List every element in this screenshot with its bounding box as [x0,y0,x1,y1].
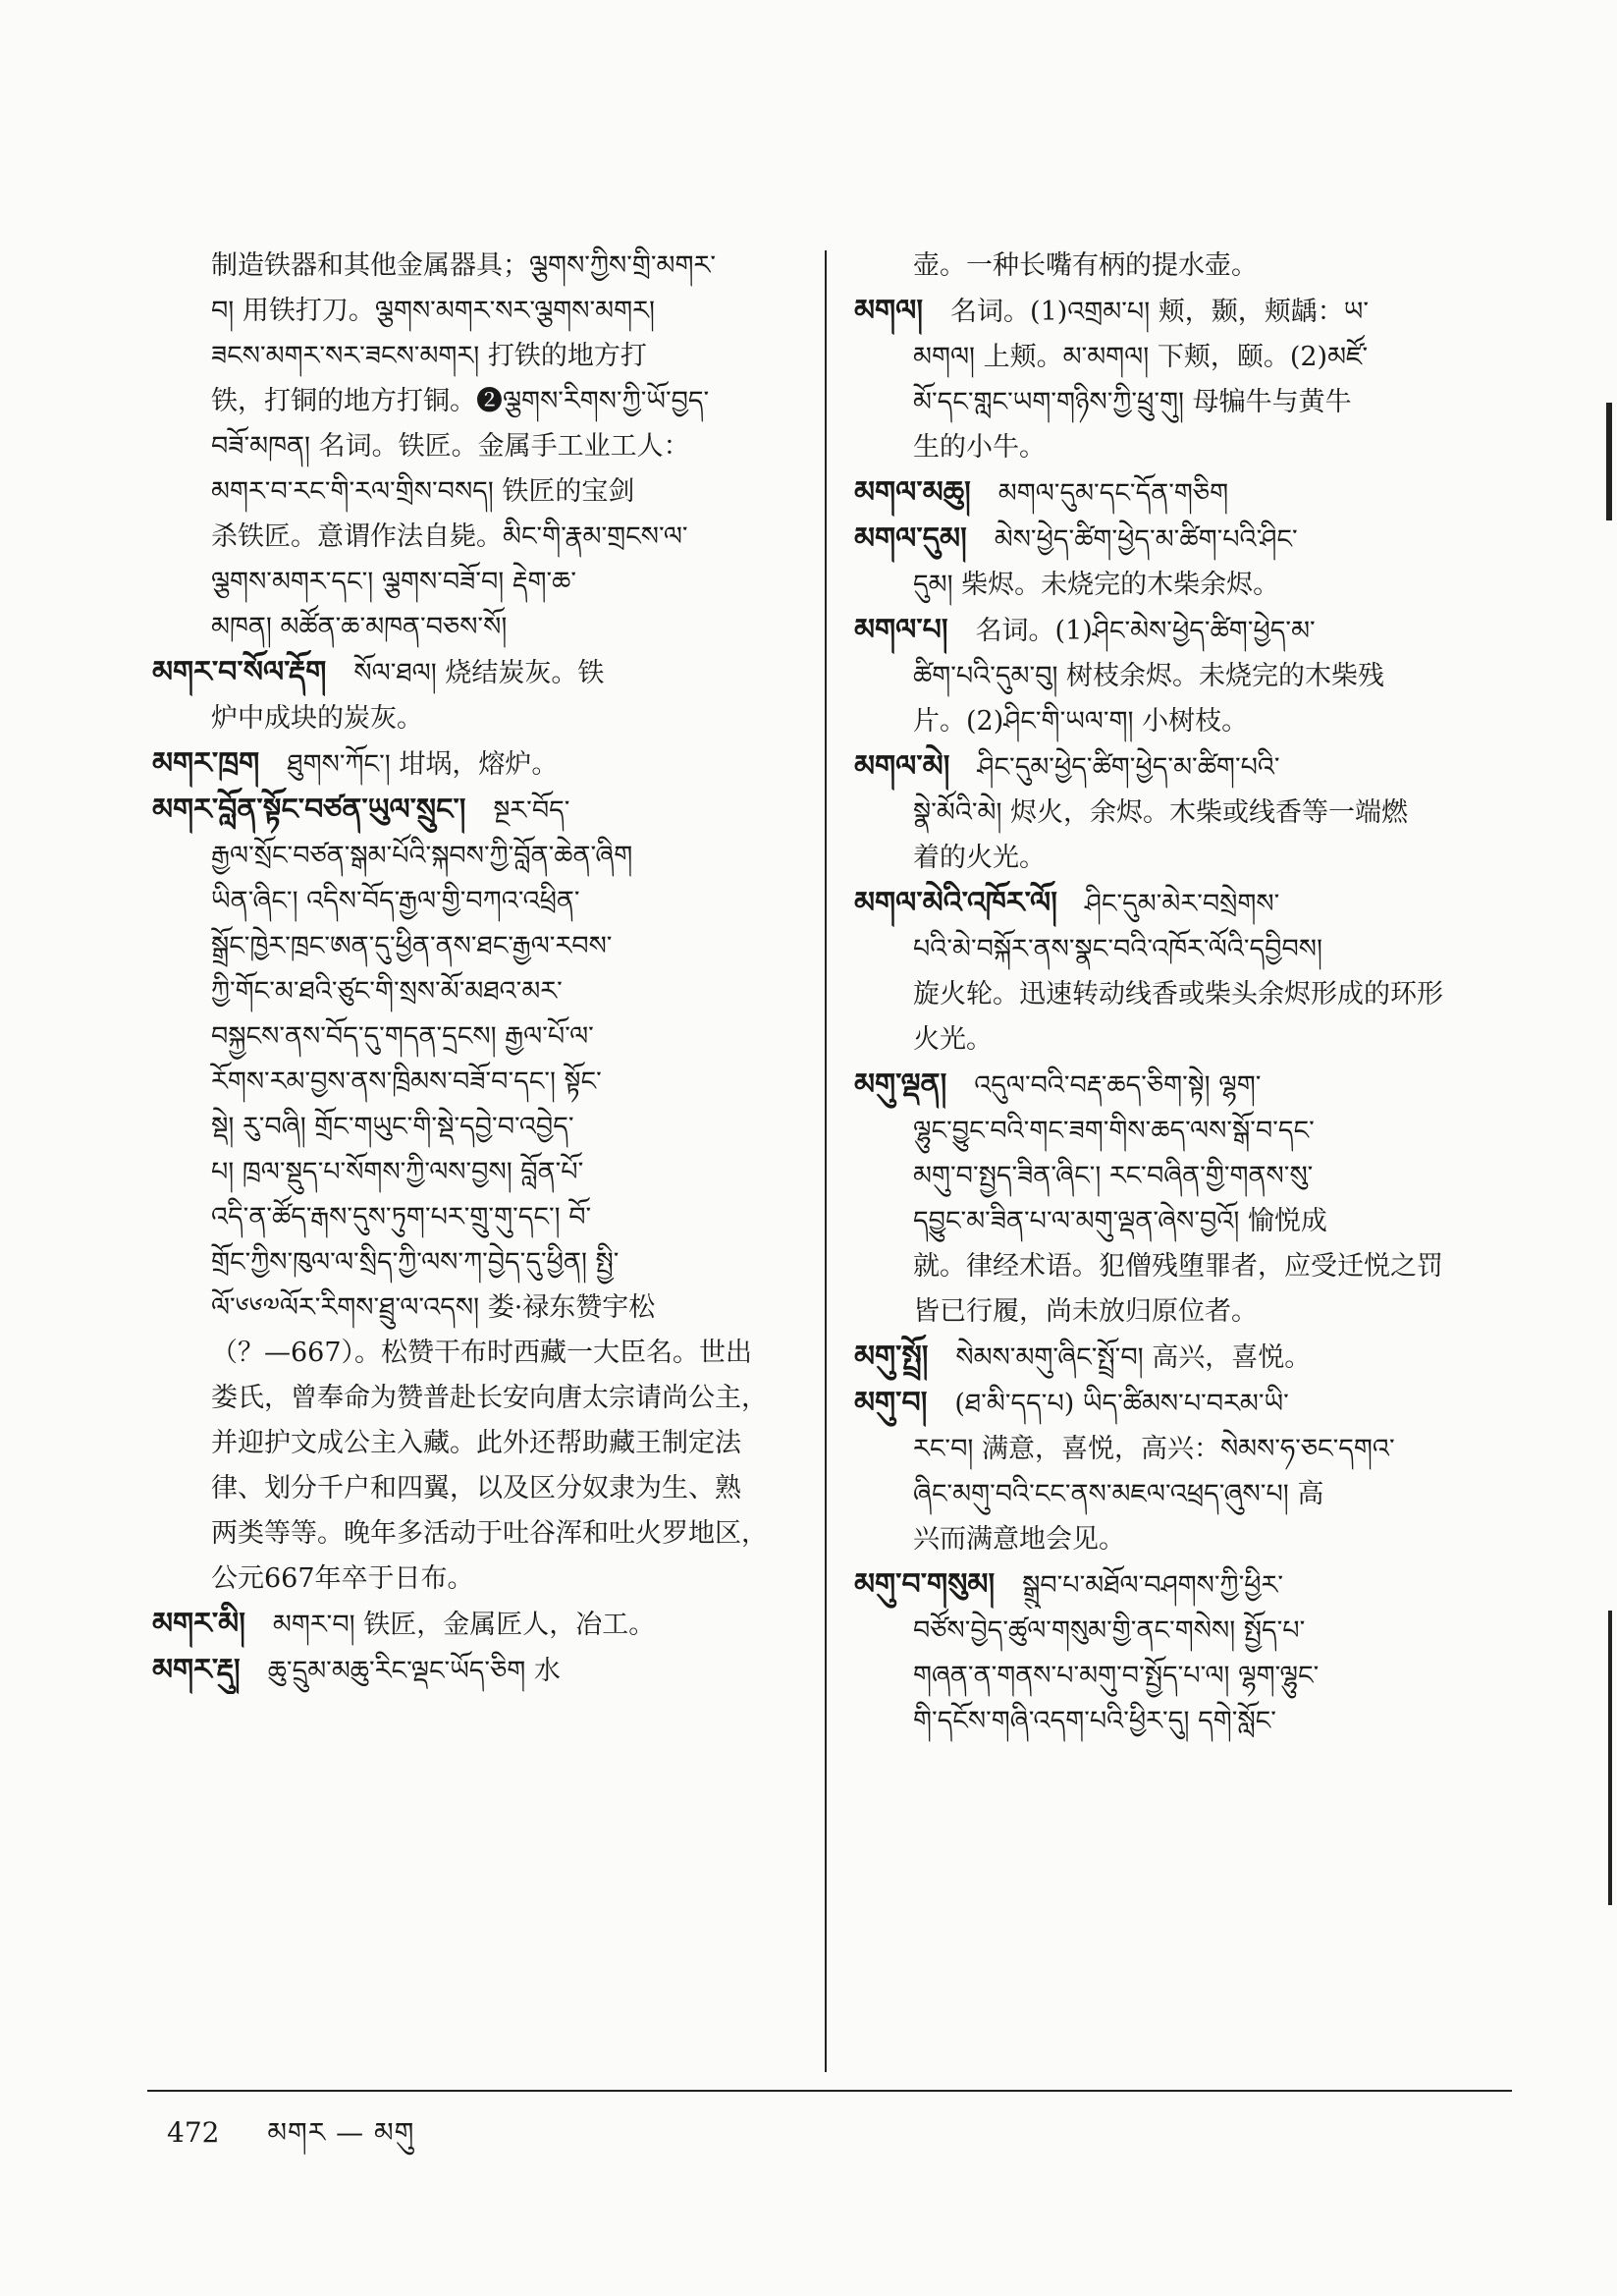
line-text: 律、划分千户和四翼，以及区分奴隶为生、熟 [211,1473,741,1503]
headword: མགལ་མཆུ། [854,475,971,510]
text-line [152,560,805,605]
line-text: 兴而满意地会见。 [913,1524,1125,1555]
text-line [854,1199,1482,1244]
line-text: 并迎护文成公主入藏。此外还帮助藏王制定法 [211,1428,741,1458]
line-text: 杀铁匠。意谓作法自毙。མིང་གི་རྣམ་གྲངས་ལ་ [211,521,688,552]
line-text: ཀྱི་གོང་མ་ཐའི་ཙུང་གི་སྲས་མོ་མཐའ་མར་ [211,976,563,1007]
line-text: 公元667年卒于日布。 [211,1563,474,1594]
line-text: 片。(2)ཤིང་གི་ཡལ་ག། 小树枝。 [913,706,1249,737]
right-column [854,244,1482,1744]
text-line [152,650,805,696]
line-text: 名词。(1)འགྲམ་པ། 颊，颞，颊龋：ཡ་ [950,297,1370,327]
text-line [152,1648,805,1694]
left-column [152,244,805,1694]
line-text: 皆已行履，尚未放归原位者。 [913,1296,1258,1327]
text-line [152,1557,805,1602]
text-line [152,1511,805,1557]
line-text: 壶。一种长嘴有柄的提水壶。 [913,250,1258,281]
line-text: པ། ཁྲལ་སྡུད་པ་སོགས་ཀྱི་ལས་བྱས། བློན་པོ་ [211,1157,584,1187]
text-line [152,1421,805,1466]
text-line [152,1602,805,1648]
text-line [854,1381,1482,1427]
line-text: ཤིང་དུམ་ཕྱེད་ཚིག་ཕྱེད་མ་ཚིག་པའི་ [977,752,1280,783]
text-line [854,1654,1482,1699]
line-text: མགལ། 上颊。མ་མགལ། 下颊，颐。(2)མཛོ་ [913,342,1369,372]
text-line [152,1060,805,1105]
line-text: བསྐྱངས་ནས་བོད་དུ་གདན་དྲངས། རྒྱལ་པོ་ལ་ [211,1021,594,1052]
text-line [152,1285,805,1331]
line-text: 火光。 [913,1024,993,1055]
line-text: འདི་ན་ཚོད་རྒས་དུས་ཏུག་པར་གྲུ་གུ་དང་། བོ་ [211,1202,592,1232]
text-line [854,1517,1482,1562]
text-line [152,1240,805,1285]
text-line [854,744,1482,791]
line-text: གི་དངོས་གཞི་འདག་པའི་ཕྱིར་དུ། དགེ་སློང་ [913,1706,1276,1736]
text-line [152,605,805,650]
text-line [152,1150,805,1195]
headword: མགར་མི། [152,1607,245,1641]
headword: མགར་བ་སོལ་རྡོག [152,655,327,689]
line-text: སོལ་ཐལ། 烧结炭灰。铁 [353,658,605,688]
text-line [854,1427,1482,1472]
text-line [854,563,1482,608]
text-line [152,244,805,289]
text-line [854,1244,1482,1289]
line-text: བཟོ་མཁན། 名词。铁匠。金属手工业工人： [211,431,690,462]
line-text: འདུལ་བའི་བརྡ་ཆད་ཅིག་སྟེ། ལྷག་ [974,1070,1262,1101]
text-line [152,334,805,379]
text-line [152,1105,805,1150]
text-line [152,834,805,879]
line-text: རྒྱལ་སྲོང་བཙན་སྒམ་པོའི་སྐབས་ཀྱི་བློན་ཆེན་ཞིག [211,841,633,871]
text-line [854,289,1482,335]
text-line [854,1699,1482,1744]
line-text: ཆུ་དྲུམ་མཆུ་རིང་ལྡང་ཡོད་ཅིག 水 [267,1656,561,1686]
line-text: ཡིན་ཞིང་། འདིས་བོད་རྒྱལ་གྱི་བཀའ་འཕྲིན་ [211,886,580,916]
text-line [854,1472,1482,1517]
text-line [854,1562,1482,1609]
line-text: མགར་བ་རང་གི་རལ་གྲིས་བསད། 铁匠的宝剑 [211,476,635,507]
text-line [854,335,1482,380]
text-line [152,788,805,834]
text-line [854,1335,1482,1381]
headword: མགུ་བ་གསུམ། [854,1567,996,1602]
line-text: སྡེ། རུ་བཞི། གྲོང་གཡུང་གི་སྡེ་དབྱེ་བ་འབྱེད་ [211,1112,574,1142]
line-text: ཚིག་པའི་དུམ་བུ། 树枝余烬。未烧完的木柴残 [913,661,1385,691]
line-text: ཤིང་དུམ་མེར་བསྲེགས་ [1084,889,1280,919]
text-line [152,741,805,788]
headword: མགལ་དུམ། [854,521,967,556]
line-text: སྒྲུབ་པ་མཐོལ་བཤགས་ཀྱི་ཕྱིར་ [1022,1570,1284,1601]
line-text: (ཐ་མི་དད་པ) ཡིད་ཚིམས་པ་བརམ་ཡི་ [954,1389,1289,1419]
headword: མགུ་ལྡན། [854,1067,947,1102]
text-line [152,515,805,560]
page-footer [167,2102,454,2179]
line-text: མགུ་བ་སྤྱད་ཟིན་ཞིང་། རང་བཞིན་གྱི་གནས་སུ་ [913,1161,1314,1191]
text-line [152,1466,805,1511]
line-text: 名词。(1)ཤིང་མེས་ཕྱེད་ཚིག་ཕྱེད་མ་ [975,616,1316,646]
line-text: དབྱུང་མ་ཟིན་པ་ལ་མགུ་ལྡན་ཞེས་བྱའོ། 愉悦成 [913,1206,1327,1236]
line-text: 旋火轮。迅速转动线香或柴头余烬形成的环形 [913,979,1443,1010]
line-text: 炉中成块的炭灰。 [211,703,423,734]
margin-mark [1606,403,1612,520]
text-line [854,791,1482,836]
text-line [854,1609,1482,1654]
headword: མགར་བློན་སྟོང་བཙན་ཡུལ་སྲུང་། [152,793,466,827]
line-text: སེམས་མགུ་ཞིང་སྤྲོ་བ། 高兴，喜悦。 [955,1342,1312,1373]
text-line [854,1289,1482,1335]
line-text: སྒྲོང་ཁྱེར་ཁྲང་ཨན་དུ་ཕྱིན་ནས་ཐང་རྒྱལ་རབས་ [211,931,613,961]
headword: མགལ་མེ། [854,749,950,784]
line-text: པའི་མེ་བསྐོར་ནས་སྣང་བའི་འཁོར་ལོའི་དབྱིབས། [913,934,1322,964]
line-text: རོགས་རམ་བྱས་ནས་ཁྲིམས་བཟོ་བ་དང་། སྟོང་ [211,1066,602,1097]
line-text: གཞན་ན་གནས་པ་མགུ་བ་སྤྱོད་པ་ལ། ལྷག་ལྷུང་ [913,1661,1320,1691]
text-line [152,469,805,515]
line-text: ལྕགས་མགར་དང་། ལྕགས་བཟོ་བ། རྡེག་ཆ་ [211,567,577,597]
line-text: ཐུགས་ཀོང་། 坩埚，熔炉。 [287,749,559,780]
text-line [854,470,1482,517]
line-text: སྔར་བོད་ [493,795,570,826]
headword: མགུ་བ། [854,1386,928,1420]
line-text: གྲོང་ཀྱིས་ཁུལ་ལ་སྲིད་ཀྱི་ལས་ཀ་བྱེད་དུ་ཕྱིན། སྤྱི་ [211,1247,620,1278]
text-line [854,425,1482,470]
headword: མགལ་པ། [854,613,948,647]
text-line [854,699,1482,744]
text-line [152,289,805,334]
line-text: མགར་བ། 铁匠，金属匠人，冶工。 [272,1610,656,1640]
line-text: དུམ། 柴烬。未烧完的木柴余烬。 [913,570,1280,600]
text-line [152,1331,805,1376]
line-text: 着的火光。 [913,843,1046,873]
column-divider [825,250,827,2072]
text-line [854,1154,1482,1199]
headword: མགུ་སྤྲོ། [854,1339,929,1374]
line-text: སྣེ་མོའི་མེ། 烬火，余烬。木柴或线香等一端燃 [913,797,1409,828]
text-line [854,517,1482,563]
text-line [152,696,805,741]
text-line [854,1109,1482,1154]
text-line [854,836,1482,881]
line-text: ལྷུང་བྱུང་བའི་གང་ཟག་གིས་ཆད་ལས་སྒོ་བ་དང་ [913,1116,1315,1146]
page-number: 472 [167,2116,220,2149]
headword: མགར་རྡུ། [152,1653,241,1687]
footer-rule [147,2090,1512,2092]
line-text: 两类等等。晚年多活动于吐谷浑和吐火罗地区， [211,1518,768,1549]
text-line [854,1063,1482,1109]
text-line [152,379,805,424]
line-text: ཟངས་མགར་སར་ཟངས་མགར། 打铁的地方打 [211,341,647,371]
text-line [152,1014,805,1060]
line-text: མེས་ཕྱེད་ཚིག་ཕྱེད་མ་ཚིག་པའི་ཤིང་ [994,524,1298,555]
line-text: 就。律经术语。犯僧残堕罪者，应受迁悦之罚 [913,1251,1443,1282]
headword: མགལ་མེའི་འཁོར་ལོ། [854,886,1057,920]
line-text: བཙོས་བྱེད་ཚུལ་གསུམ་གྱི་ནང་གསེས། སྤྱོད་པ་ [913,1615,1306,1646]
line-text: མོ་དང་གླང་ཡག་གཉིས་ཀྱི་ཕྲུ་གུ། 母犏牛与黄牛 [913,387,1352,417]
line-text: ཞིང་མགུ་བའི་ངང་ནས་མཇལ་འཕྲད་ཞུས་པ། 高 [913,1479,1324,1509]
line-text: རང་བ། 满意，喜悦，高兴：སེམས་ཧ་ཅང་དགའ་ [913,1434,1395,1464]
text-line [854,881,1482,927]
text-line [152,1195,805,1240]
text-line [152,969,805,1014]
text-line [854,927,1482,972]
headword: མགལ། [854,294,924,328]
page-range: མགར — མགུ [267,2116,415,2149]
text-line [152,1376,805,1421]
text-line [854,244,1482,289]
line-text: ལོ་༦༦༧ལོར་རིགས་ཐྲུ་ལ་འདས། 娄·禄东赞宇松 [211,1292,656,1323]
line-text: 铁，打铜的地方打铜。❷ལྕགས་རིགས་ཀྱི་ཡོ་བྱད་ [211,386,710,416]
line-text: 娄氏，曾奉命为赞普赴长安向唐太宗请尚公主， [211,1383,768,1413]
text-line [152,924,805,969]
text-line [854,654,1482,699]
line-text: （？—667）。松赞干布时西藏一大臣名。世出 [211,1338,753,1368]
headword: མགར་ཁྲག [152,746,260,781]
margin-mark [1608,1611,1612,1905]
text-line [854,608,1482,654]
line-text: མཁན། མཚོན་ཆ་མཁན་བཅས་སོ། [211,612,508,642]
line-text: 生的小牛。 [913,432,1046,463]
line-text: 制造铁器和其他金属器具；ལྕགས་ཀྱིས་གྲི་མགར་ [211,250,716,281]
line-text: བ། 用铁打刀。ལྕགས་མགར་སར་ལྕགས་མགར། [211,296,655,326]
text-line [854,380,1482,425]
text-line [854,1017,1482,1063]
text-line [152,424,805,469]
text-line [854,972,1482,1017]
text-line [152,879,805,924]
line-text: མགལ་དུམ་དང་དོན་གཅིག [997,478,1229,509]
